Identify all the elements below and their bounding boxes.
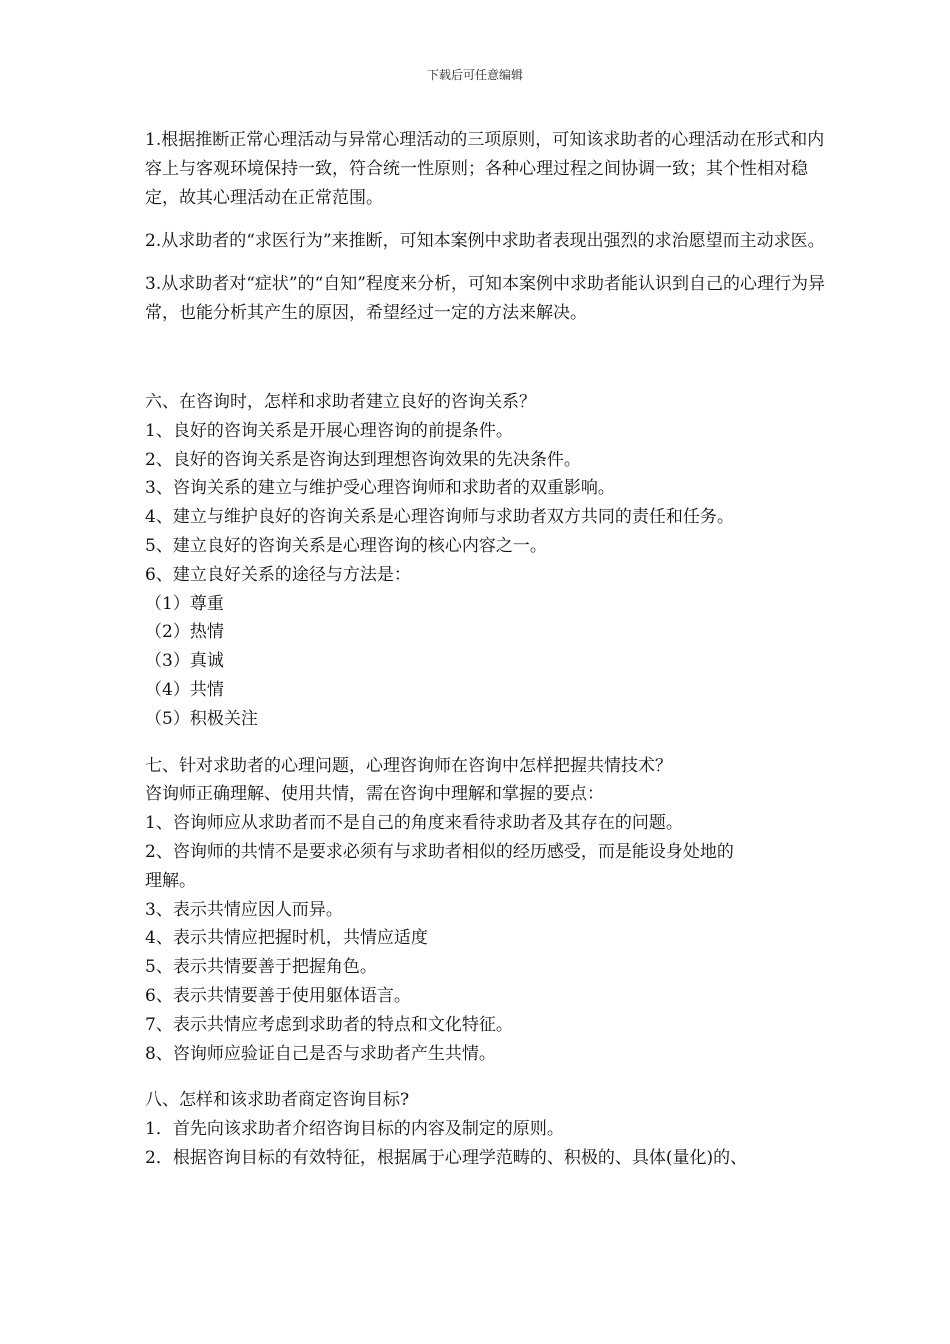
page-header: 下载后可任意编辑	[426, 68, 523, 82]
section-7-item: 8、咨询师应验证自己是否与求助者产生共情。	[145, 1043, 496, 1064]
section-7-intro: 咨询师正确理解、使用共情，需在咨询中理解和掌握的要点：	[145, 784, 604, 805]
section-7-item: 1、咨询师应从求助者而不是自己的角度来看待求助者及其存在的问题。	[145, 813, 683, 834]
section-6-subitem: （3）真诚	[145, 651, 224, 672]
section-8	[145, 1086, 825, 1172]
section-7	[145, 752, 825, 1069]
section-7-item: 6、表示共情要善于使用躯体语言。	[145, 985, 411, 1006]
section-6-subitem: （5）积极关注	[145, 708, 258, 729]
section-6-item: 6、建立良好关系的途径与方法是：	[145, 564, 411, 585]
section-6-item: 3、咨询关系的建立与维护受心理咨询师和求助者的双重影响。	[145, 478, 615, 499]
section-6	[145, 388, 825, 734]
section-6-item: 4、建立与维护良好的咨询关系是心理咨询师与求助者双方共同的责任和任务。	[145, 507, 734, 528]
section-6-subitem: （1）尊重	[145, 593, 224, 614]
section-7-item: 7、表示共情应考虑到求助者的特点和文化特征。	[145, 1014, 513, 1035]
section-7-item: 3、表示共情应因人而异。	[145, 899, 343, 920]
section-6-subitem: （2）热情	[145, 622, 224, 643]
intro-paragraph-3: 3.从求助者对“症状”的“自知”程度来分析，可知本案例中求助者能认识到自己的心理行为异常，也能分析其产生的原因，希望经过一定的方法来解决。	[145, 274, 825, 323]
section-8-title: 八、怎样和该求助者商定咨询目标?	[145, 1090, 410, 1111]
section-6-subitem: （4）共情	[145, 679, 224, 700]
section-6-item: 1、良好的咨询关系是开展心理咨询的前提条件。	[145, 420, 513, 441]
section-7-item: 4、表示共情应把握时机，共情应适度	[145, 928, 428, 949]
section-7-item: 理解。	[145, 870, 196, 891]
section-6-item: 5、建立良好的咨询关系是心理咨询的核心内容之一。	[145, 535, 547, 556]
document-body	[145, 126, 825, 1173]
section-6-item: 2、良好的咨询关系是咨询达到理想咨询效果的先决条件。	[145, 449, 581, 470]
section-6-title: 六、在咨询时，怎样和求助者建立良好的咨询关系？	[145, 392, 536, 412]
intro-paragraph-2: 2.从求助者的“求医行为”来推断，可知本案例中求助者表现出强烈的求治愿望而主动求医。	[145, 231, 825, 251]
intro-paragraph-1: 1.根据推断正常心理活动与异常心理活动的三项原则，可知该求助者的心理活动在形式和内容上与客观环境保持一致，符合统一性原则；各种心理过程之间协调一致；其个性相对稳定，故其心理活动在正常范围。	[145, 130, 825, 208]
section-7-title: 七、针对求助者的心理问题，心理咨询师在咨询中怎样把握共情技术？	[145, 755, 672, 776]
section-8-item: 2．根据咨询目标的有效特征，根据属于心理学范畴的、积极的、具体(量化)的、	[145, 1147, 748, 1168]
section-7-item: 5、表示共情要善于把握角色。	[145, 957, 377, 978]
section-7-item: 2、咨询师的共情不是要求必须有与求助者相似的经历感受，而是能设身处地的	[145, 841, 734, 862]
section-8-item: 1．首先向该求助者介绍咨询目标的内容及制定的原则。	[145, 1119, 564, 1140]
